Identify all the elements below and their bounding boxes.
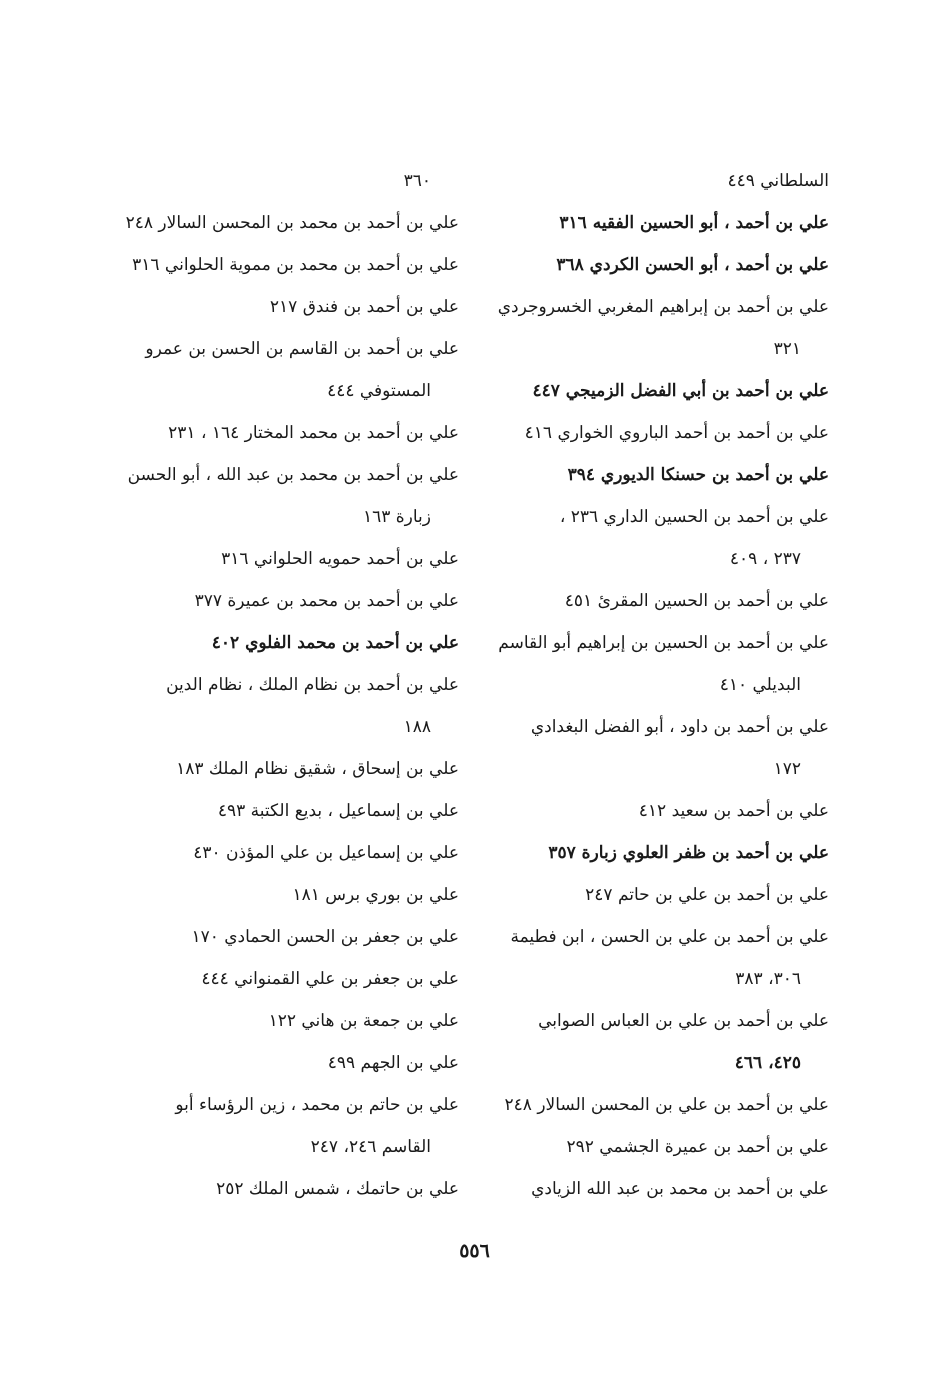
index-entry: علي بن أحمد بن علي بن حاتم ٢٤٧ — [585, 885, 829, 905]
index-entry: علي بن إسحاق ، شقيق نظام الملك ١٨٣ — [176, 759, 459, 779]
index-entry: علي بن إسماعيل بن علي المؤذن ٤٣٠ — [193, 843, 459, 863]
index-entry-continuation: القاسم ٢٤٦، ٢٤٧ — [310, 1137, 431, 1157]
index-entry: علي بن أحمد بن محمد بن عبد الله ، أبو الحسن — [127, 465, 459, 485]
index-entry: علي بن أحمد بن محمد الفلوي ٤٠٢ — [211, 633, 459, 653]
index-entry: علي بن جمعة بن هاني ١٢٢ — [268, 1011, 459, 1031]
index-entry-continuation: ٣٠٦، ٣٨٣ — [735, 969, 801, 989]
index-entry: علي بن أحمد بن محمد بن مموية الحلواني ٣١٦ — [132, 255, 459, 275]
index-entry: علي بن أحمد بن نظام الملك ، نظام الدين — [166, 675, 459, 695]
page-number: ٥٥٦ — [459, 1240, 490, 1262]
index-entry: علي بن أحمد بن علي بن المحسن السالار ٢٤٨ — [504, 1095, 829, 1115]
index-entry: علي بن بوري برس ١٨١ — [292, 885, 459, 905]
index-entry: علي بن إسماعيل ، بديع الكتبة ٤٩٣ — [217, 801, 459, 821]
index-entry: علي بن أحمد بن عميرة الجشمي ٢٩٢ — [566, 1137, 829, 1157]
index-entry: علي بن جعفر بن الحسن الحمادي ١٧٠ — [191, 927, 459, 947]
index-entry: علي بن أحمد ، أبو الحسن الكردي ٣٦٨ — [556, 255, 829, 275]
index-entry: السلطاني ٤٤٩ — [727, 171, 829, 191]
index-entry: علي بن أحمد بن فندق ٢١٧ — [269, 297, 459, 317]
index-entry: علي بن أحمد بن الحسين بن إبراهيم أبو القاسم — [498, 633, 829, 653]
index-entry: علي بن جعفر بن علي القمنواني ٤٤٤ — [201, 969, 459, 989]
index-entry-continuation: البديلي ٤١٠ — [719, 675, 801, 695]
index-entry: علي بن أحمد بن حسنكا الديوري ٣٩٤ — [567, 465, 829, 485]
index-entry: علي بن أحمد بن علي بن العباس الصوابي — [538, 1011, 829, 1031]
index-entry: علي بن أحمد بن الحسين المقرئ ٤٥١ — [564, 591, 829, 611]
index-entry-continuation: ٤٢٥، ٤٦٦ — [734, 1053, 801, 1073]
index-entry-continuation: زبارة ١٦٣ — [362, 507, 431, 527]
index-entry: علي بن الجهم ٤٩٩ — [327, 1053, 459, 1073]
index-entry: علي بن حاتمك ، شمس الملك ٢٥٢ — [216, 1179, 459, 1199]
index-column-right — [484, 160, 829, 1210]
index-entry: علي بن أحمد ، أبو الحسين الفقيه ٣١٦ — [559, 213, 829, 233]
index-entry: علي بن أحمد بن محمد المختار ١٦٤ ، ٢٣١ — [168, 423, 459, 443]
index-entry-continuation: المستوفي ٤٤٤ — [327, 381, 431, 401]
index-entry: علي بن أحمد بن إبراهيم المغربي الخسروجردي — [497, 297, 829, 317]
index-entry-continuation: ١٧٢ — [773, 759, 801, 779]
index-entry-continuation: ١٨٨ — [403, 717, 431, 737]
index-entry: علي بن أحمد بن علي بن الحسن ، ابن فطيمة — [510, 927, 829, 947]
index-entry-continuation: ٣٢١ — [773, 339, 801, 359]
index-entry-continuation: ٣٦٠ — [403, 171, 431, 191]
index-entry: علي بن أحمد بن أبي الفضل الزميجي ٤٤٧ — [532, 381, 829, 401]
index-entry: علي بن أحمد بن الحسين الداري ٢٣٦ ، — [559, 507, 829, 527]
index-entry: علي بن حاتم بن محمد ، زين الرؤساء أبو — [175, 1095, 459, 1115]
index-entry: علي بن أحمد بن ظفر العلوي زبارة ٣٥٧ — [548, 843, 829, 863]
index-entry: علي بن أحمد بن سعيد ٤١٢ — [638, 801, 829, 821]
index-column-left — [114, 160, 459, 1210]
index-entry: علي بن أحمد بن محمد بن المحسن السالار ٢٤٨ — [125, 213, 459, 233]
index-entry: علي بن أحمد بن القاسم بن الحسن بن عمرو — [145, 339, 459, 359]
index-entry: علي بن أحمد حمويه الحلواني ٣١٦ — [221, 549, 459, 569]
index-entry: علي بن أحمد بن داود ، أبو الفضل البغدادي — [530, 717, 829, 737]
index-entry-continuation: ٢٣٧ ، ٤٠٩ — [729, 549, 801, 569]
index-entry: علي بن أحمد بن محمد بن عبد الله الزيادي — [531, 1179, 829, 1199]
index-entry: علي بن أحمد بن أحمد الباروي الخواري ٤١٦ — [524, 423, 829, 443]
index-entry: علي بن أحمد بن محمد بن عميرة ٣٧٧ — [194, 591, 459, 611]
